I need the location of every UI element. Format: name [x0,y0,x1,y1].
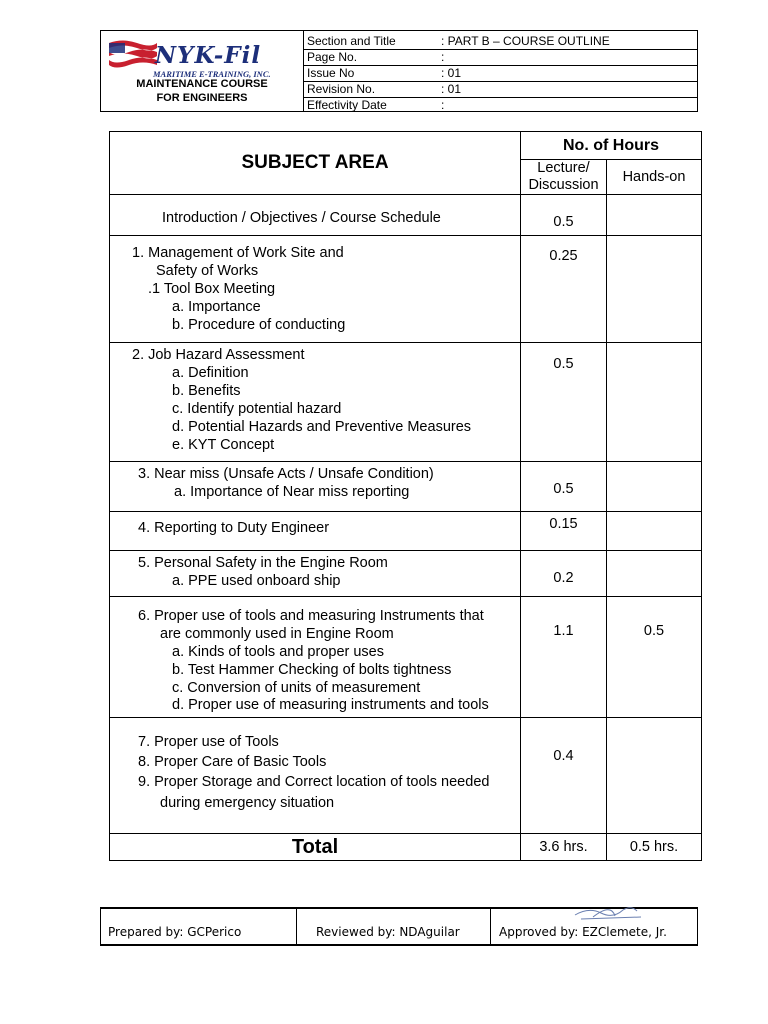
subject-line: Introduction / Objectives / Course Schedule [162,210,441,226]
reviewed-cell [296,909,491,944]
meta-label: Effectivity Date [307,98,387,112]
subject-line: 7. Proper use of Tools [138,734,279,750]
subject-line: 6. Proper use of tools and measuring Instruments that [138,608,484,624]
subject-line: a. Importance [172,299,261,315]
lecture-cell [521,236,607,343]
signoff-block [100,907,698,946]
subject-line: c. Conversion of units of measurement [172,680,421,696]
lecture-value: 0.15 [549,516,578,532]
total-label: Total [110,834,521,861]
meta-value: : [441,50,445,64]
lecture-cell [521,195,607,236]
lecture-value: 1.1 [553,623,574,639]
subject-line: 8. Proper Care of Basic Tools [138,754,327,770]
subject-line: 1. Management of Work Site and [132,245,344,261]
meta-value: : 01 [441,82,462,96]
subject-line: 4. Reporting to Duty Engineer [138,520,330,536]
document-meta [304,34,697,113]
table-row [110,512,702,551]
lecture-value: 0.2 [553,570,574,586]
subject-line: during emergency situation [160,795,335,811]
company-block [101,31,304,111]
subject-line: 3. Near miss (Unsafe Acts / Unsafe Condition) [138,466,434,482]
subject-line: a. PPE used onboard ship [172,573,341,589]
logo-wordmark: NYK-Fil [155,42,262,69]
lecture-value: 0.5 [553,481,574,497]
meta-label: Section and Title [307,34,396,48]
subject-line: 9. Proper Storage and Correct location of tools needed [138,774,490,790]
lecture-cell [521,343,607,462]
subject-line: are commonly used in Engine Room [160,626,394,642]
lecture-cell [521,512,607,551]
subject-line: a. Importance of Near miss reporting [174,484,410,500]
handson-header: Hands-on [607,160,702,195]
subject-line: a. Definition [172,365,249,381]
table-row [110,236,702,343]
course-title [101,77,303,105]
course-outline-table [109,131,702,861]
handson-cell [607,195,702,236]
subject-line: b. Procedure of conducting [172,317,346,333]
handson-cell [607,343,702,462]
lecture-value: 0.5 [553,356,574,372]
subject-line: b. Test Hammer Checking of bolts tightness [172,662,452,678]
lecture-header [521,160,607,195]
meta-row [304,66,697,82]
subject-line: d. Proper use of measuring instruments and tools [172,697,489,713]
table-row [110,597,702,718]
subject-cell [110,195,521,236]
course-title-line1: MAINTENANCE COURSE [136,78,268,90]
flag-icon [107,39,159,69]
subject-cell [110,343,521,462]
lecture-value: 0.25 [549,248,578,264]
company-logo [105,37,301,77]
logo-subtitle: MARITIME E-TRAINING, INC. [153,69,271,79]
subject-cell [110,551,521,597]
handson-cell [607,236,702,343]
subject-line: .1 Tool Box Meeting [148,281,276,297]
subject-cell [110,462,521,512]
meta-row [304,50,697,66]
meta-label: Revision No. [307,82,376,96]
reviewed-by: Reviewed by: NDAguilar [316,925,460,939]
meta-row [304,34,697,50]
lecture-cell [521,462,607,512]
handson-cell [607,551,702,597]
signature-mark [571,901,651,923]
meta-value: : [441,98,445,112]
handson-cell [607,718,702,834]
lecture-header-line2: Discussion [528,177,599,193]
hours-header: No. of Hours [521,132,702,160]
handson-cell [607,462,702,512]
lecture-cell [521,718,607,834]
table-row [110,718,702,834]
subject-line: Safety of Works [156,263,259,279]
subject-line: d. Potential Hazards and Preventive Measures [172,419,472,435]
handson-cell [607,597,702,718]
meta-value: : 01 [441,66,462,80]
subject-area-header: SUBJECT AREA [110,132,521,195]
meta-value: : PART B – COURSE OUTLINE [441,34,610,48]
subject-line: e. KYT Concept [172,437,275,453]
table-row [110,343,702,462]
lecture-value: 0.5 [553,214,574,230]
meta-row [304,82,697,98]
table-row [110,551,702,597]
subject-cell [110,718,521,834]
prepared-by: Prepared by: GCPerico [108,925,242,939]
document-header [100,30,698,112]
table-row [110,462,702,512]
table-header-row [110,132,702,160]
subject-line: 2. Job Hazard Assessment [132,347,305,363]
subject-cell [110,512,521,551]
meta-row [304,98,697,113]
approved-cell [490,909,698,944]
approved-by: Approved by: EZClemete, Jr. [499,925,667,939]
total-handson: 0.5 hrs. [607,834,702,861]
table-row [110,195,702,236]
total-row [110,834,702,861]
subject-line: b. Benefits [172,383,241,399]
prepared-cell [101,909,296,944]
lecture-value: 0.4 [553,748,574,764]
total-lecture: 3.6 hrs. [521,834,607,861]
subject-line: c. Identify potential hazard [172,401,342,417]
subject-line: a. Kinds of tools and proper uses [172,644,384,660]
subject-cell [110,597,521,718]
lecture-cell [521,551,607,597]
handson-cell [607,512,702,551]
lecture-cell [521,597,607,718]
subject-cell [110,236,521,343]
handson-value: 0.5 [643,623,665,639]
subject-line: 5. Personal Safety in the Engine Room [138,555,388,571]
meta-label: Issue No [307,66,355,80]
lecture-header-line1: Lecture/ [537,160,590,176]
course-title-line2: FOR ENGINEERS [156,92,248,104]
meta-label: Page No. [307,50,358,64]
